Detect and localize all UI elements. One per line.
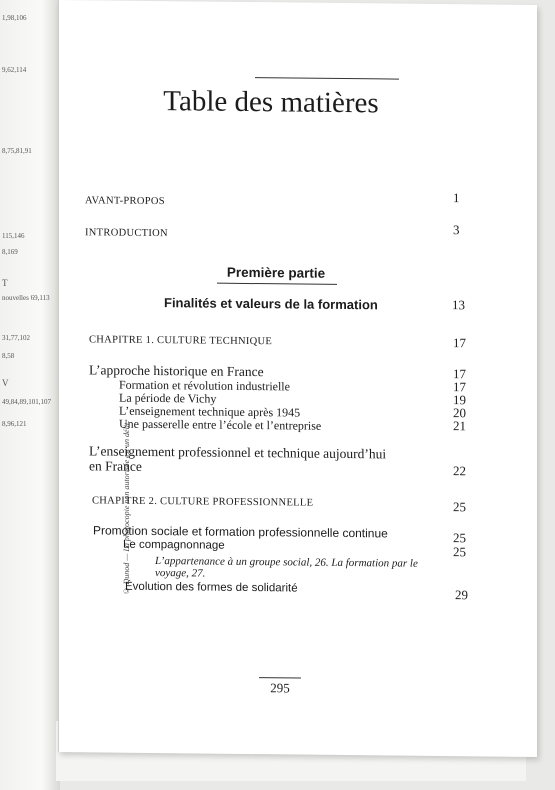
page-number: 25 [453,499,466,515]
page-number: 13 [452,297,465,313]
margin-fragment: 49,84,89,101,107 [2,398,51,406]
margin-fragment: 8,75,81,91 [2,147,32,155]
margin-fragment: 8,58 [2,352,15,360]
page-title: Table des matières [163,85,379,120]
toc-subentry: La période de Vichy [119,390,217,406]
section-enseignement-professionnel-cont: en France [89,458,142,474]
subsection-evolution-solidarite: Évolution des formes de solidarité [125,580,298,595]
copyright-notice: © Dunod — La photocopie non autorisée est un délit. [122,420,131,596]
page-number: 29 [455,587,468,603]
toc-entry-avant-propos: AVANT-PROPOS [85,195,165,208]
title-rule [255,77,399,80]
page-number: 17 [453,379,466,395]
page-number: 19 [453,392,466,408]
margin-fragment: nouvelles 69,113 [2,294,50,302]
italic-detail-cont: voyage, 27. [155,567,206,580]
margin-fragment: V [2,378,9,388]
page-number: 22 [453,463,466,479]
section-enseignement-professionnel: L’enseignement professionnel et technique aujourd’hui [89,443,387,462]
toc-subentry: L’enseignement technique après 1945 [119,403,301,420]
page-number: 20 [453,405,466,421]
margin-fragment: 9,62,114 [2,66,27,74]
section-promotion-sociale: Promotion sociale et formation professionnelle continue [93,523,388,541]
italic-detail: L’appartenance à un groupe social, 26. La formation par le [155,555,418,570]
previous-page-edge [0,0,60,790]
folio-number: 295 [270,680,290,696]
margin-fragment: 1,98,106 [2,14,27,22]
page-number: 17 [453,366,466,382]
chapter-2-heading: CHAPITRE 2. CULTURE PROFESSIONNELLE [92,495,314,509]
toc-page [58,0,537,757]
subsection-compagnonnage: Le compagnonnage [123,538,225,552]
chapter-1-heading: CHAPITRE 1. CULTURE TECHNIQUE [89,334,273,348]
margin-fragment: 8,96,121 [2,420,27,428]
toc-subentry: Une passerelle entre l’école et l’entreprise [119,416,322,433]
page-number: 21 [453,418,466,434]
page-number: 3 [453,222,460,238]
margin-fragment: 31,77,102 [2,334,30,342]
toc-entry-introduction: INTRODUCTION [85,227,168,240]
folio-rule [259,677,301,678]
page-number: 25 [453,530,466,546]
margin-fragment: 8,169 [2,248,18,256]
page-number: 17 [453,335,466,351]
toc-subentry: Formation et révolution industrielle [119,377,290,394]
page-number: 1 [453,190,460,206]
page-number: 25 [453,544,466,560]
part-subtitle: Finalités et valeurs de la formation [164,295,378,313]
section-approche-historique: L’approche historique en France [89,362,264,380]
part-title: Première partie [226,264,326,281]
margin-fragment: 115,146 [2,232,25,240]
margin-fragment: T [2,278,8,288]
part-rule [217,283,337,285]
